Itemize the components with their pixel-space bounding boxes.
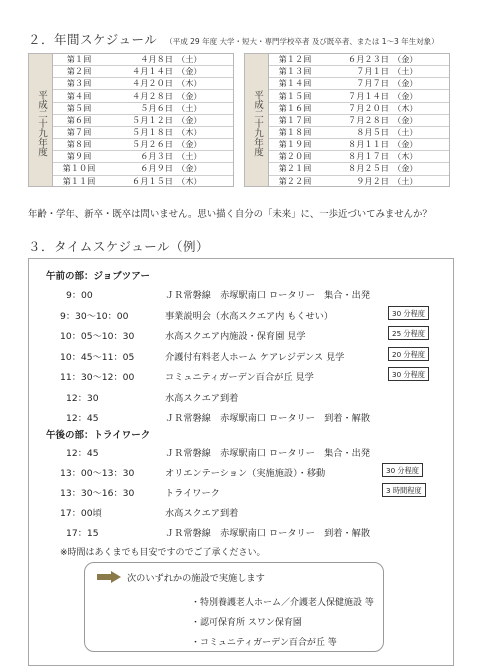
- time-schedule-box: [28, 258, 454, 666]
- timeline-desc: トライワーク: [165, 488, 220, 499]
- schedule-round: 第１５回: [278, 90, 312, 101]
- schedule-weekday: （土）: [393, 66, 418, 77]
- timeline-time: 13：30～16：30: [60, 488, 135, 499]
- schedule-date: ４月８日: [140, 54, 173, 65]
- schedule-date: ６月１５日: [132, 176, 173, 187]
- schedule-round: 第９回: [66, 151, 92, 162]
- time-footnote: ※時間はあくまでも目安ですのでご了承ください。: [60, 548, 266, 558]
- timeline-time: 10：45～11：05: [60, 351, 135, 363]
- schedule-date: ５月６日: [140, 102, 173, 113]
- schedule-round: 第４回: [66, 90, 92, 101]
- annual-subheading: （平成 29 年度 大学・短大・専門学校卒者 及び既卒者、または 1～3 年生対象）: [165, 37, 439, 46]
- schedule-round: 第２回: [66, 66, 92, 77]
- schedule-round: 第１８回: [278, 127, 312, 138]
- afternoon-section-title: 午後の部：トライワーク: [46, 430, 151, 441]
- schedule-weekday: （木）: [177, 78, 202, 89]
- timeline-desc: ＪＲ常磐線 赤塚駅南口 ロータリー 到着・解散: [165, 528, 371, 539]
- duration-badge: 25 分程度: [388, 326, 429, 340]
- schedule-row: [269, 90, 449, 102]
- schedule-weekday: （木）: [177, 176, 202, 187]
- annual-schedule-heading: [28, 30, 439, 48]
- timeline-item: [29, 287, 453, 301]
- schedule-date: ８月１１日: [348, 139, 389, 150]
- schedule-table-right: [244, 53, 450, 187]
- venue-title: 次のいずれかの施設で実施します: [127, 573, 265, 584]
- schedule-date: ８月５日: [356, 127, 389, 138]
- schedule-row: [269, 163, 449, 175]
- schedule-round: 第５回: [66, 102, 92, 113]
- schedule-round: 第３回: [66, 78, 92, 89]
- schedule-round: 第１７回: [278, 114, 312, 125]
- schedule-round: 第１０回: [62, 163, 96, 174]
- schedule-date: ６月２３日: [348, 54, 389, 65]
- timeline-time: 12：30: [66, 392, 99, 404]
- schedule-date: ８月１７日: [348, 151, 389, 162]
- timeline-item: [29, 410, 453, 424]
- schedule-date: ４月１４日: [132, 66, 173, 77]
- timeline-time: 11：30～12：00: [60, 372, 135, 383]
- schedule-weekday: （金）: [393, 54, 418, 65]
- timeline-desc: ＪＲ常磐線 赤塚駅南口 ロータリー 到着・解散: [165, 413, 371, 424]
- schedule-round: 第２２回: [278, 176, 312, 187]
- schedule-date: ６月９日: [140, 163, 173, 174]
- schedule-row: [269, 78, 449, 90]
- schedule-date: ７月１４日: [348, 90, 389, 101]
- schedule-round: 第１３回: [278, 66, 312, 77]
- duration-badge: 30 分程度: [388, 306, 429, 320]
- schedule-weekday: （土）: [393, 176, 418, 187]
- schedule-row: [53, 163, 233, 175]
- schedule-weekday: （金）: [177, 66, 202, 77]
- schedule-row: [53, 66, 233, 78]
- schedule-weekday: （金）: [393, 139, 418, 150]
- schedule-row: [269, 115, 449, 127]
- schedule-date: ７月２０日: [348, 102, 389, 113]
- timeline-time: 12：45: [66, 448, 99, 459]
- schedule-weekday: （木）: [393, 151, 418, 162]
- timeline-item: [29, 308, 453, 322]
- schedule-round: 第１６回: [278, 102, 312, 113]
- timeline-time: 17：00頃: [60, 508, 102, 519]
- schedule-weekday: （土）: [393, 127, 418, 138]
- timeline-desc: 介護付有料老人ホーム ケアレジデンス 見学: [165, 351, 345, 363]
- timeline-item: [29, 369, 453, 383]
- schedule-weekday: （木）: [177, 127, 202, 138]
- schedule-row: [53, 127, 233, 139]
- schedule-row: [53, 139, 233, 151]
- schedule-row: [269, 176, 449, 188]
- schedule-round: 第１４回: [278, 78, 312, 89]
- duration-badge: 3 時間程度: [382, 483, 426, 497]
- schedule-date: ４月２８日: [132, 90, 173, 101]
- schedule-weekday: （金）: [393, 114, 418, 125]
- arrow-right-icon: [97, 571, 121, 583]
- schedule-row: [269, 66, 449, 78]
- schedule-table-left: [28, 53, 234, 187]
- schedule-weekday: （木）: [393, 102, 418, 113]
- timeline-item: [29, 525, 453, 539]
- schedule-date: ９月２日: [356, 176, 389, 187]
- schedule-row: [53, 54, 233, 66]
- schedule-weekday: （金）: [177, 163, 202, 174]
- schedule-round: 第２１回: [278, 163, 312, 174]
- venue-box: [84, 562, 384, 652]
- schedule-row: [269, 151, 449, 163]
- schedule-row: [269, 54, 449, 66]
- duration-badge: 20 分程度: [388, 347, 429, 361]
- timeline-time: 17：15: [66, 528, 99, 539]
- era-cell-right: [245, 54, 269, 186]
- schedule-row: [53, 151, 233, 163]
- schedule-weekday: （金）: [393, 90, 418, 101]
- timeline-desc: 水高スクエア到着: [165, 508, 239, 519]
- schedule-weekday: （金）: [393, 78, 418, 89]
- timeline-time: 9：30～10：00: [60, 310, 129, 322]
- schedule-rows-left: [53, 54, 233, 188]
- schedule-row: [269, 139, 449, 151]
- schedule-date: ５月２６日: [132, 139, 173, 150]
- schedule-round: 第７回: [66, 127, 92, 138]
- schedule-row: [53, 103, 233, 115]
- timeline-item: [29, 349, 453, 363]
- venue-item: ・認可保育所 スワン保育園: [191, 618, 302, 628]
- schedule-row: [269, 103, 449, 115]
- timeline-desc: ＪＲ常磐線 赤塚駅南口 ロータリー 集合・出発: [165, 448, 371, 459]
- era-cell-left: [29, 54, 53, 186]
- schedule-weekday: （金）: [177, 139, 202, 150]
- era-label-left: 平成二十九年度: [36, 90, 47, 157]
- schedule-weekday: （金）: [177, 114, 202, 125]
- timeline-desc: 水高スクエア到着: [165, 392, 239, 404]
- schedule-row: [269, 127, 449, 139]
- schedule-row: [53, 176, 233, 188]
- schedule-weekday: （金）: [393, 163, 418, 174]
- schedule-round: 第１９回: [278, 139, 312, 150]
- schedule-round: 第６回: [66, 114, 92, 125]
- schedule-date: ７月７日: [356, 78, 389, 89]
- timeline-item: [29, 465, 453, 479]
- schedule-date: ５月１２日: [132, 114, 173, 125]
- schedule-weekday: （金）: [177, 90, 202, 101]
- eligibility-note: 年齢・学年、新卒・既卒は問いません。思い描く自分の「未来」に、一歩近づいてみませんか？: [28, 209, 432, 220]
- schedule-round: 第１２回: [278, 54, 312, 65]
- schedule-weekday: （土）: [177, 102, 202, 113]
- schedule-row: [53, 90, 233, 102]
- timeline-time: 10：05～10：30: [60, 331, 135, 342]
- timeline-desc: ＪＲ常磐線 赤塚駅南口 ロータリー 集合・出発: [165, 290, 371, 301]
- timeline-desc: 水高スクエア内施設・保育園 見学: [165, 331, 306, 342]
- timeline-desc: 事業説明会（水高スクエア内 もくせい）: [165, 310, 334, 322]
- annual-heading-text: ２．年間スケジュール: [28, 32, 158, 47]
- time-schedule-heading: ３．タイムスケジュール（例）: [28, 239, 210, 254]
- schedule-row: [53, 78, 233, 90]
- schedule-round: 第８回: [66, 139, 92, 150]
- schedule-row: [53, 115, 233, 127]
- schedule-round: 第２０回: [278, 151, 312, 162]
- timeline-time: 12：45: [66, 413, 99, 424]
- schedule-weekday: （土）: [177, 151, 202, 162]
- era-label-right: 平成二十九年度: [252, 90, 263, 157]
- venue-item: ・コミュニティガーデン百合が丘 等: [191, 638, 337, 648]
- timeline-item: [29, 328, 453, 342]
- timeline-time: 9：00: [66, 290, 93, 301]
- timeline-item: [29, 445, 453, 459]
- duration-badge: 30 分程度: [382, 463, 423, 477]
- timeline-desc: コミュニティガーデン百合が丘 見学: [165, 372, 314, 383]
- timeline-item: [29, 485, 453, 499]
- schedule-round: 第１回: [66, 54, 92, 65]
- schedule-date: ５月１８日: [132, 127, 173, 138]
- schedule-weekday: （土）: [177, 54, 202, 65]
- schedule-date: ８月２５日: [348, 163, 389, 174]
- timeline-desc: オリエンテーション（実施施設）・移動: [165, 468, 326, 479]
- schedule-date: ７月２８日: [348, 114, 389, 125]
- venue-item: ・特別養護老人ホーム／介護老人保健施設 等: [191, 598, 374, 608]
- schedule-rows-right: [269, 54, 449, 188]
- schedule-date: ４月２０日: [132, 78, 173, 89]
- schedule-date: ６月３日: [140, 151, 173, 162]
- schedule-date: ７月１日: [356, 66, 389, 77]
- duration-badge: 30 分程度: [388, 367, 429, 381]
- timeline-item: [29, 505, 453, 519]
- timeline-item: [29, 390, 453, 404]
- morning-section-title: 午前の部：ジョブツアー: [46, 271, 151, 282]
- schedule-round: 第１１回: [62, 176, 96, 187]
- timeline-time: 13：00～13：30: [60, 468, 135, 479]
